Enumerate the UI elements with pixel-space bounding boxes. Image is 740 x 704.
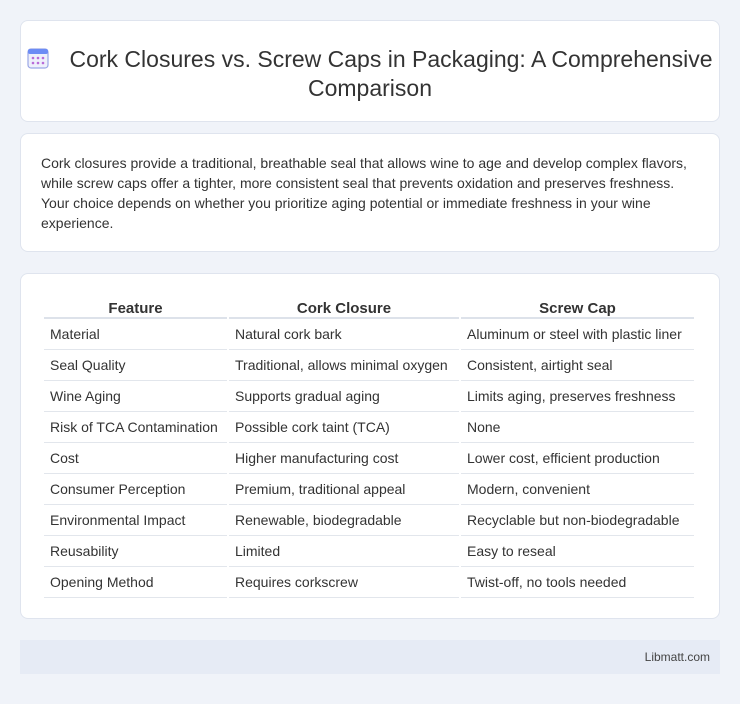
table-cell: Supports gradual aging: [229, 381, 459, 412]
table-cell: Limited: [229, 536, 459, 567]
page-title: [21, 45, 719, 103]
table-cell: Reusability: [44, 536, 227, 567]
table-cell: Higher manufacturing cost: [229, 443, 459, 474]
intro-card: [20, 133, 720, 252]
table-cell: Opening Method: [44, 567, 227, 598]
comparison-card: [20, 273, 720, 619]
table-cell: Limits aging, preserves freshness: [461, 381, 694, 412]
comparison-table: [42, 296, 696, 598]
page-title-text: Cork Closures vs. Screw Caps in Packaging: A Comprehensive Comparison: [69, 46, 713, 101]
intro-paragraph: Cork closures provide a traditional, breathable seal that allows wine to age and develop complex flavors, while screw caps offer a tighter, more consistent seal that prevents oxidation and preserves freshness. Your choice depends on whether you prioritize aging potential or immediate freshness in your wine experience.: [41, 155, 687, 231]
table-cell: Possible cork taint (TCA): [229, 412, 459, 443]
column-header-feature: Feature: [44, 296, 227, 319]
table-cell: Material: [44, 319, 227, 350]
table-cell: Consistent, airtight seal: [461, 350, 694, 381]
table-row: [44, 536, 694, 567]
table-cell: Risk of TCA Contamination: [44, 412, 227, 443]
table-cell: Twist-off, no tools needed: [461, 567, 694, 598]
table-cell: Cost: [44, 443, 227, 474]
table-cell: Lower cost, efficient production: [461, 443, 694, 474]
table-row: [44, 567, 694, 598]
table-cell: Traditional, allows minimal oxygen: [229, 350, 459, 381]
table-cell: Environmental Impact: [44, 505, 227, 536]
table-cell: Wine Aging: [44, 381, 227, 412]
table-row: [44, 505, 694, 536]
column-header-screw-cap: Screw Cap: [461, 296, 694, 319]
table-row: [44, 443, 694, 474]
table-row: [44, 474, 694, 505]
calendar-icon: [27, 47, 49, 69]
footer-site-link[interactable]: Libmatt.com: [644, 650, 710, 664]
table-cell: Consumer Perception: [44, 474, 227, 505]
table-cell: Renewable, biodegradable: [229, 505, 459, 536]
table-cell: Requires corkscrew: [229, 567, 459, 598]
column-header-cork-closure: Cork Closure: [229, 296, 459, 319]
table-header-row: [44, 296, 694, 319]
table-cell: Modern, convenient: [461, 474, 694, 505]
table-cell: Easy to reseal: [461, 536, 694, 567]
table-row: [44, 350, 694, 381]
table-cell: Aluminum or steel with plastic liner: [461, 319, 694, 350]
table-row: [44, 381, 694, 412]
table-cell: Natural cork bark: [229, 319, 459, 350]
table-cell: Seal Quality: [44, 350, 227, 381]
footer: [20, 640, 720, 674]
table-cell: Premium, traditional appeal: [229, 474, 459, 505]
table-cell: None: [461, 412, 694, 443]
table-row: [44, 319, 694, 350]
table-row: [44, 412, 694, 443]
table-cell: Recyclable but non-biodegradable: [461, 505, 694, 536]
title-card: [20, 20, 720, 122]
